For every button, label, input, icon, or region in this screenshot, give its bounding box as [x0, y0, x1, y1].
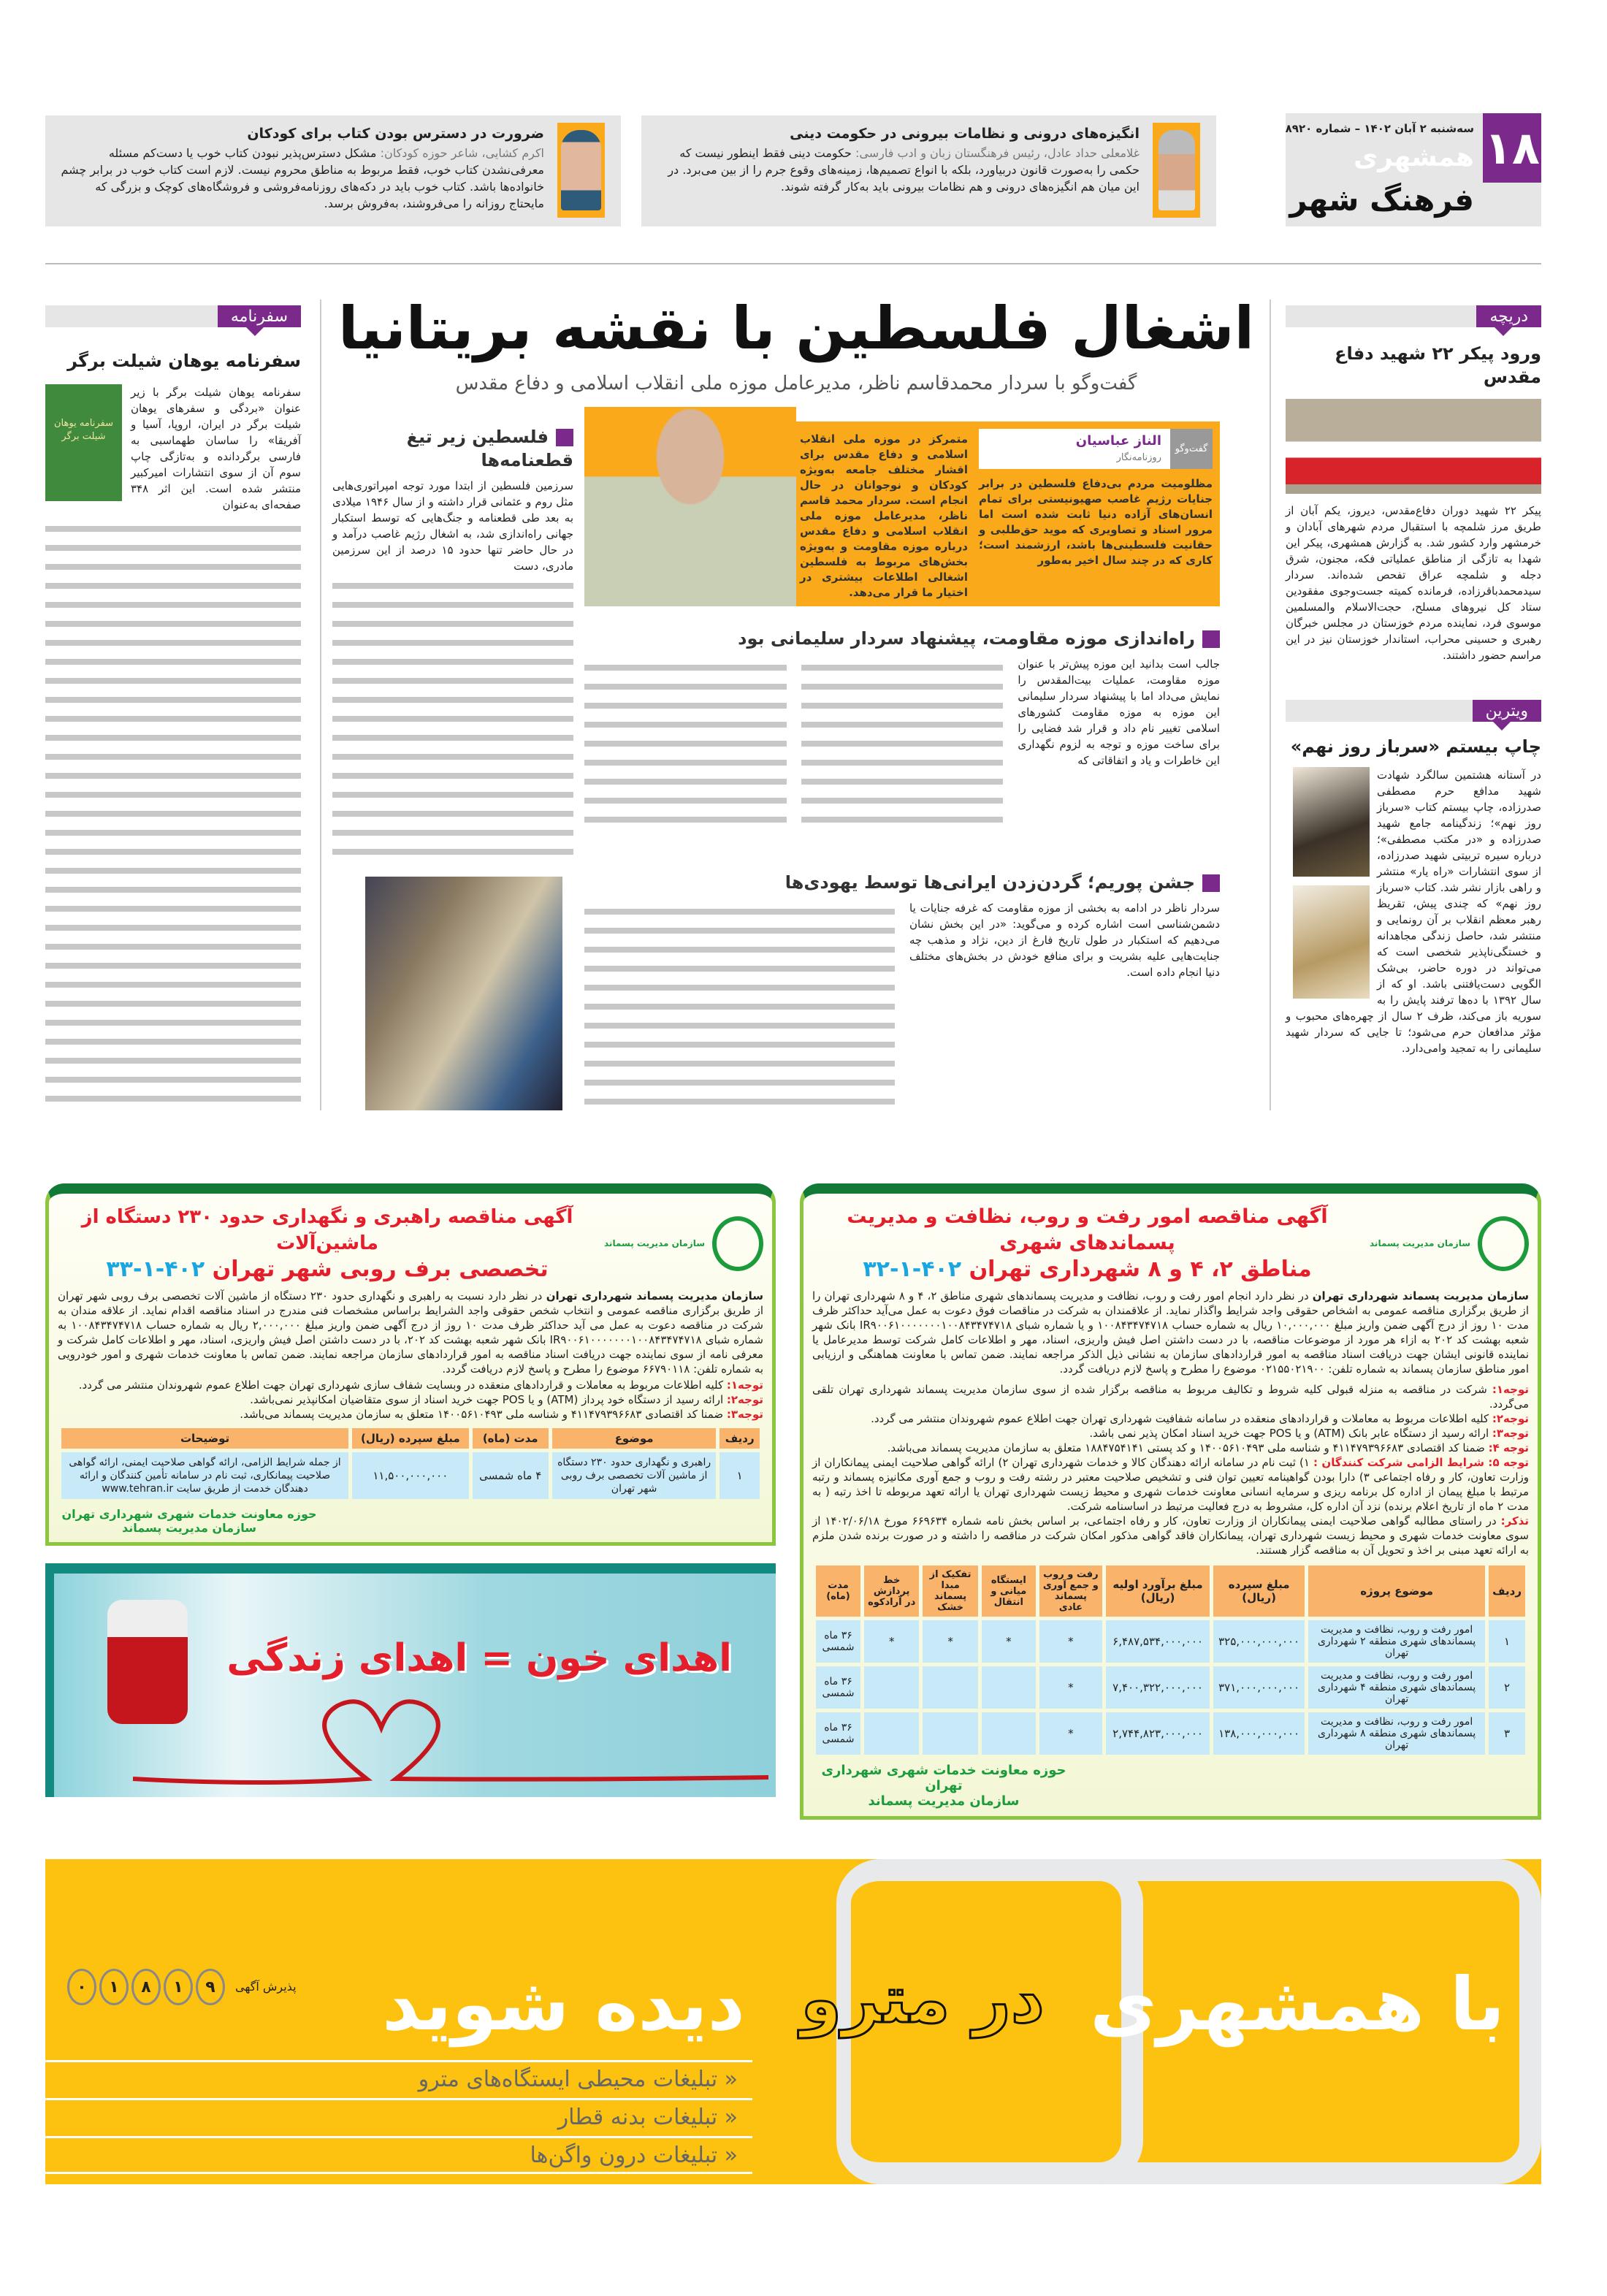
- main-headline: اشغال فلسطین با نقشه بریتانیا: [337, 294, 1255, 362]
- ad-title: آگهی مناقصه امور رفت و روب، نظافت و مدیریت پسماندهای شهری مناطق ۲، ۴ و ۸ شهرداری تهران ۴۰۲-۱-۳۲: [847, 1205, 1328, 1282]
- phone-number: ۹ ۱ ۸ ۱ ۰: [67, 1969, 225, 2005]
- org-logo: [712, 1216, 763, 1271]
- service-item: « تبلیغات محیطی ایستگاه‌های مترو: [45, 2060, 752, 2098]
- ad-body: سازمان مدیریت پسماند شهرداری تهران در نظر دارد انجام امور رفت و روب، نظافت و مدیریت پسماندهای شهری مناطق ۲، ۴ و ۸ شهرداری تهران را از طریق برگزاری مناقصه عمومی به اشخاص حقوقی واجد شرایط واگذار نماید. از علاقمندان به شرکت در مناقصات فوق دعوت به عمل می‌آید حداکثر ظرف مدت ۱۰ روز از درج آگهی ضمن واریز مبلغ ۱۰,۰۰۰,۰۰۰ ریال به شماره حساب ۱۰۰۸۴۳۴۷۴۷۱۸ و یا شماره شبای IR۹۰۰۶۱۰۰۰۰۰۰۰۱۰۰۸۴۳۴۷۴۷۱۸ بانک شهر شعبه بهشت کد ۲۰۲ به ازاء هر مورد از موضوعات مناقصه، با در دست داشتن اصل فیش واریزی، اسناد، مهر و اطلاعات کامل شرکت توسط مدیرعامل یا نماینده قانونی ایشان جهت دریافت اسناد مناقصه به امور قراردادهای سازمان به نشانی ذیل الذکر مراجعه نمایند. ضمن تماس با معاونت هماهنگی و ارزیابی امور مناطق سازمان پسماند به شماره تلفن: ۰۲۱۵۵۰۲۱۹۰۰ موضوع را مطرح و پاسخ لازم دریافت گردد.: [812, 1289, 1529, 1376]
- section-heading: فلسطین زیر تیغ قطعنامه‌ها: [406, 427, 573, 470]
- article-section: [584, 871, 1220, 1105]
- org-name: سازمان مدیریت پسماند: [1370, 1238, 1470, 1248]
- see-word: دیده شوید: [382, 1961, 745, 2047]
- interviewee-photo: [584, 407, 796, 606]
- divider: [320, 300, 321, 1110]
- window-column: [1286, 305, 1541, 663]
- article-title: چاپ بیستم «سرباز روز نهم»: [1290, 736, 1541, 757]
- page-number: ۱۸: [1483, 113, 1541, 183]
- section-body: سرزمین فلسطین از ابتدا مورد توجه امپراتوری‌هایی مثل روم و عثمانی قرار داشته و از سال ۱۹۴۶ میلادی به بعد طی قطعنامه و جنگ‌هایی که توسط استکبار جهانی راه‌اندازی شد، به اشغال رژیم غاصب درآمد و در حال حاضر تنها حدود ۱۵ درصد از این سرزمین مادری، دست: [332, 479, 574, 573]
- brand-word: با همشهری: [1090, 1961, 1505, 2047]
- quote-title: ضرورت در دسترس بودن کتاب برای کودکان: [247, 126, 544, 142]
- section-heading: جشن پوریم؛ گردن‌زدن ایرانی‌ها توسط یهودی‌ها: [785, 872, 1195, 893]
- left-ads: [45, 1183, 776, 1797]
- issue-date: سه‌شنبه ۲ آبان ۱۴۰۲ – شماره ۸۹۲۰: [1285, 122, 1474, 135]
- ad-footer: حوزه معاونت خدمات شهری شهرداری تهران سازمان مدیریت پسماند: [61, 1507, 317, 1535]
- section-tag: دریچه: [1476, 305, 1541, 327]
- blood-slogan: اهدای خون = اهدای زندگی: [226, 1636, 732, 1680]
- article-column: [332, 425, 573, 863]
- article-body-continued: [45, 517, 301, 1105]
- speaker-photo: [1153, 123, 1200, 218]
- metro-word: در مترو: [801, 1961, 1045, 2038]
- tender-table: ردیف موضوع پروژه مبلغ سپرده (ریال) مبلغ برآورد اولیه (ریال) رفت و روب و جمع آوری پسماند عادی ایستگاه میانی و انتقال تفکیک از مبدا پسماند خشک خط پردازش در آرادکوه مدت (ماه) ۱ امور رفت و روب، نظافت و مدیریت پسماندهای شهری منطقه ۲ شهرداری تهران ۳۲۵,۰۰۰,۰۰۰,۰۰۰ ۶,۴۸۷,۵۳۴,۰۰۰,۰۰۰ * * * * ۳۶ ماه شمسی ۲ امور رفت و روب، نظافت و مدیریت پسماندهای شهری منطقه ۴ شهرداری تهران ۳۷۱,۰۰۰,۰۰۰,۰۰۰ ۷,۴۰۰,۳۲۲,۰۰۰,۰۰۰ * ۳۶ ماه شمسی ۳ امور رفت و روب، نظافت و مدیریت پسماندهای شهری منطقه ۸ شهرداری تهران ۱۳۸,۰۰۰,۰۰۰,۰۰۰ ۲,۷۴۴,۸۲۳,۰۰۰,۰۰۰ * ۳۶ ماه شمسی: [812, 1562, 1529, 1758]
- section-tag: ویترین: [1473, 700, 1541, 722]
- author-role: روزنامه‌نگار: [1116, 452, 1161, 463]
- ad-footer: حوزه معاونت خدمات شهری شهرداری تهران سازمان مدیریت پسماند: [821, 1763, 1066, 1809]
- ad-notes: توجه۱: کلیه اطلاعات مربوط به معاملات و قراردادهای منعقده در وبسایت شفاف سازی شهرداری تهران جهت اطلاع عموم شهروندان منتشر می گردد. توجه۲: ارائه رسید از دستگاه خود پرداز (ATM) و یا POS جهت خرید اسناد از سوی متقاضیان امکانپذیر نمی‌باشد. توجه۳: ضمنا کد اقتصادی ۴۱۱۴۷۹۳۹۶۶۸۳ و شناسه ملی ۱۴۰۰۵۶۱۰۴۹۳ متعلق به سازمان مدیریت پسماند می‌باشد.: [78, 1378, 763, 1421]
- interview-byline: [979, 429, 1213, 469]
- table-row: ۲ امور رفت و روب، نظافت و مدیریت پسماندهای شهری منطقه ۴ شهرداری تهران ۳۷۱,۰۰۰,۰۰۰,۰۰۰ ۷,۴۰۰,۳۲۲,۰۰۰,۰۰۰ * ۳۶ ماه شمسی: [816, 1666, 1525, 1709]
- section-tag: سفرنامه: [218, 305, 301, 327]
- interview-tag: گفت‌وگو: [1170, 429, 1213, 469]
- quote-speaker: غلامعلی حداد عادل، رئیس فرهنگستان زبان و ادب فارسی:: [855, 146, 1140, 160]
- right-column: [1286, 305, 1541, 1056]
- article-body: پیکر ۲۲ شهید دوران دفاع‌مقدس، دیروز، یکم آبان از طریق مرز شلمچه با استقبال مردم شهرهای آبادان و خرمشهر وارد کشور شد. به گزارش همشهری، پیکر این شهدا به تازگی از مناطق عملیاتی فکه، مجنون، شرق دجله و شلمچه عراق تفحص شده‌اند. سردار سیدمحمدباقرزاده، فرمانده کمیته جست‌وجوی مفقودین ستاد کل نیروهای مسلح، حجت‌الاسلام والمسلمین موسوی فرد، نماینده مردم خوزستان در مجلس خبرگان رهبری و حسینی محراب، استاندار خوزستان نیز در این مراسم حضور داشتند.: [1286, 504, 1541, 662]
- bullet-icon: [1202, 630, 1220, 648]
- quote-text: حکومت دینی فقط اینطور نیست که حکمی را به‌صورت قانون دربیاورد، بلکه با انواع تصمیم‌ها، زمینه‌های وقوع جرم را از بین می‌برد. در این میان هم انگیزه‌های درونی و هم نظامات بیرونی باید به‌کار گرفته شوند.: [668, 146, 1140, 194]
- article-body: در آستانه هشتمین سالگرد شهادت شهید مدافع حرم مصطفی صدرزاده، چاپ بیستم کتاب «سرباز روز نهم»؛ زندگینامه جامع شهید صدرزاده و «در مکتب مصطفی»؛ درباره سیره تربیتی شهید صدرزاده، از سوی انتشارات «راه یار» منتشر و راهی بازار نشر شد. کتاب «سرباز روز نهم» که چندی پیش، تقریظ رهبر معظم انقلاب بر آن رونمایی و منتشر شد، حاصل زندگی مجاهدانه و خستگی‌ناپذیر شخصی است که می‌تواند در دوره حاضر، بی‌شک الگویی دست‌یافتنی باشد. او که از سال ۱۳۹۲ با ده‌ها ترفند پایش را به سوریه باز می‌کند، ظرف ۲ سال از چهره‌های محبوب و مؤثر مدافعان حرم می‌شود؛ تا جایی که سردار شهید سلیمانی را به تمجید وامی‌دارد.: [1286, 768, 1541, 1055]
- bullet-icon: [1202, 874, 1220, 892]
- interview-lead-cont: متمرکز در موزه ملی انقلاب اسلامی و دفاع مقدس برای اقشار مختلف جامعه به‌ویژه کودکان و نوجوانان در حال انجام است. سردار محمد قاسم ناظر، مدیرعامل موزه ملی انقلاب اسلامی و دفاع مقدس درباره موزه مقاومت و به‌ویژه بخش‌های مربوط به فلسطین اشغالی اطلاعات بیشتری در اختیار ما قرار می‌دهد.: [800, 432, 968, 599]
- quote-box: [45, 115, 621, 226]
- service-item: « تبلیغات درون واگن‌ها: [45, 2136, 752, 2174]
- tender-code: ۴۰۲-۱-۳۳: [106, 1256, 205, 1282]
- org-logo: [1478, 1216, 1529, 1271]
- tender-ad-waste: [800, 1183, 1541, 1820]
- metro-ad: [45, 1859, 1541, 2184]
- ad-title: آگهی مناقصه راهبری و نگهداری حدود ۲۳۰ دستگاه از ماشین‌آلات تخصصی برف روبی شهر تهران ۴۰۲-۱-۳۳: [81, 1206, 573, 1282]
- table-row: ۱ امور رفت و روب، نظافت و مدیریت پسماندهای شهری منطقه ۲ شهرداری تهران ۳۲۵,۰۰۰,۰۰۰,۰۰۰ ۶,۴۸۷,۵۳۴,۰۰۰,۰۰۰ * * * * ۳۶ ماه شمسی: [816, 1620, 1525, 1663]
- bullet-icon: [556, 429, 573, 446]
- interview-lead: مظلومیت مردم بی‌دفاع فلسطین در برابر جنایات رژیم غاصب صهیونیستی برای تمام انسان‌های آزاده دنیا ثابت شده است اما مرور اسناد و تصاویری که موید حق‌طلبی و حقانیت فلسطینی‌ها باشد، ارزشمند است؛ کاری که در چند سال اخیر به‌طور: [979, 477, 1213, 567]
- section-heading: راه‌اندازی موزه مقاومت، پیشنهاد سردار سلیمانی بود: [738, 628, 1195, 649]
- org-name: سازمان مدیریت پسماند: [604, 1238, 705, 1248]
- ad-body: سازمان مدیریت پسماند شهرداری تهران در نظر دارد نسبت به راهبری و نگهداری حدود ۲۳۰ دستگاه از ماشین آلات تخصصی برف روبی شهر تهران از طریق برگزاری مناقصه عمومی و انتخاب شخص حقوقی واجد الشرایط براساس مشخصات فنی مندرج در اسناد مناقصه اقدام نماید. از علاقه مندان به شرکت در مناقصه دعوت به عمل می آید حداکثر ظرف مدت ۱۰ روز از درج آگهی ضمن واریز مبلغ ۲,۰۰۰,۰۰۰ ریال به شماره حساب ۱۰۰۸۴۳۴۷۴۷۱۸ به شماره شبای IR۹۰۰۶۱۰۰۰۰۰۰۰۱۰۰۸۴۳۴۷۴۷۱۸ بانک شهر شعبه بهشت کد ۲۰۲، با در دست داشتن اصل فیش واریزی، اسناد، مهر و اطلاعات کامل شرکت و معرفی نامه از سوی نماینده جهت دریافت اسناد مناقصه به امور قراردادهای سازمان مراجعه نمایند. ضمن تماس با معاونت خدمات شهری و امور خودرویی به شماره تلفن: ۶۶۷۹۰۱۱۸ موضوع را مطرح و پاسخ لازم دریافت گردد.: [58, 1289, 763, 1376]
- section-body-continued: [584, 900, 895, 1105]
- book-cover: [1293, 767, 1370, 877]
- quote-title: انگیزه‌های درونی و نظامات بیرونی در حکومت دینی: [790, 126, 1140, 142]
- service-item: « تبلیغات بدنه قطار: [45, 2098, 752, 2136]
- paper-logo: همشهری: [1354, 142, 1474, 172]
- section-title: فرهنگ شهر: [1289, 182, 1474, 218]
- tender-code: ۴۰۲-۱-۳۲: [863, 1256, 962, 1282]
- blood-donation-ad: [45, 1563, 776, 1797]
- quote-speaker: اکرم کشایی، شاعر حوزه کودکان:: [380, 146, 544, 160]
- table-row: ۳ امور رفت و روب، نظافت و مدیریت پسماندهای شهری منطقه ۸ شهرداری تهران ۱۳۸,۰۰۰,۰۰۰,۰۰۰ ۲,۷۴۴,۸۲۳,۰۰۰,۰۰۰ * ۳۶ ماه شمسی: [816, 1712, 1525, 1755]
- author-name: الناز عباسیان: [1075, 433, 1161, 449]
- travelogue-column: [45, 305, 301, 1105]
- table-row: ۱ راهبری و نگهداری حدود ۲۳۰ دستگاه از ماشین آلات تخصصی برف روبی شهر تهران ۴ ماه شمسی ۱۱,۵۰۰,۰۰۰,۰۰۰ از جمله شرایط الزامی، ارائه گواهی صلاحیت ایمنی، ارائه گواهی صلاحیت پیمانکاری، ثبت نام در سامانه تأمین کنندگان و ارائه دهندگان خدمت از طریق سایت www.tehran.ir: [61, 1452, 760, 1499]
- section-body-continued: [332, 574, 573, 863]
- vitrine-column: [1286, 700, 1541, 1056]
- heart-icon: [118, 1684, 768, 1793]
- section-body: جالب است بدانید این موزه پیش‌تر با عنوان موزه مقاومت، عملیات بیت‌المقدس را نمایش می‌داد اما با پیشنهاد سردار سلیمانی این موزه به موزه مقاومت کشورهای اسلامی تغییر نام داد و قرار شد فضایی را برای ساخت موزه و توجه به لزوم نگهداری این خاطرات و یاد و اتفاقاتی که: [1018, 657, 1220, 767]
- quote-text: مشکل دسترس‌پذیر نبودن کتاب خوب یا دست‌کم مسئله معرفی‌نشدن کتاب خوب، فقط مربوط به مناطق محروم نیست. لازم است کتاب خوب در برابر چشم خانواده‌ها باشد. کتاب خوب باید در دکه‌های روزنامه‌فروشی و فروشگاه‌های کوچک و بزرگی که مایحتاج روزانه را می‌فروشند، به‌فروش برسد.: [61, 146, 544, 210]
- museum-photo: [365, 877, 562, 1110]
- quote-box: [641, 115, 1216, 226]
- interview-lead-box: [584, 422, 1220, 606]
- section-body: سردار ناظر در ادامه به بخشی از موزه مقاومت که غرفه جنایات یا دشمن‌شناسی است اشاره کرده و می‌گوید: «در این بخش نشان می‌دهیم که استکبار در طول تاریخ فارغ از دین، نژاد و مذهب چه جنایت‌هایی علیه بشریت و برای منافع خودش در بخش‌های مختلف دنیا انجام داده است.: [909, 901, 1220, 979]
- article-title: ورود پیکر ۲۲ شهید دفاع مقدس: [1335, 343, 1541, 387]
- masthead: [1286, 113, 1541, 226]
- article-title: سفرنامه یوهان شیلت برگر: [67, 351, 301, 371]
- speaker-photo: [557, 123, 605, 218]
- tender-table: ردیف موضوع مدت (ماه) مبلغ سپرده (ریال) توضیحات ۱ راهبری و نگهداری حدود ۲۳۰ دستگاه از ماشین آلات تخصصی برف روبی شهر تهران ۴ ماه شمسی ۱۱,۵۰۰,۰۰۰,۰۰۰ از جمله شرایط الزامی، ارائه گواهی صلاحیت ایمنی، ارائه گواهی صلاحیت پیمانکاری، ثبت نام در سامانه تأمین کنندگان و ارائه دهندگان خدمت از طریق سایت www.tehran.ir: [58, 1424, 763, 1503]
- section-body-continued: [801, 656, 1004, 824]
- divider: [45, 263, 1541, 264]
- phone-label: پذیرش آگهی: [235, 1980, 297, 1994]
- ad-services: [45, 2060, 752, 2174]
- article-body: سفرنامه یوهان شیلت برگر با زیر عنوان «بردگی و سفرهای یوهان شیلت برگر در ایران، اروپا، آسیا و آفریقا» را ساسان طهماسبی به فارسی برگردانده و به‌تازگی چاپ سوم آن از سوی انتشارات امیرکبیر منتشر شده است. این اثر ۳۴۸ صفحه‌ای به‌عنوان: [131, 386, 301, 511]
- book-cover: سفرنامه یوهان شیلت برگر: [45, 384, 122, 501]
- main-subtitle: گفت‌وگو با سردار محمدقاسم ناظر، مدیرعامل موزه ملی انقلاب اسلامی و دفاع مقدس: [455, 373, 1137, 394]
- article-section: [584, 627, 1220, 824]
- tender-ad-snow: [45, 1183, 776, 1546]
- divider: [1270, 300, 1271, 1110]
- section-body-continued: [584, 656, 787, 824]
- coffin-photo: [1286, 399, 1541, 494]
- book-cover: [1293, 885, 1370, 999]
- ad-notes: توجه۱: شرکت در مناقصه به منزله قبولی کلیه شروط و تکالیف مربوط به مناقصه برگزار شده از سوی سازمان مدیریت پسماند شهرداری تهران تلقی می‌گردد. توجه۲: کلیه اطلاعات مربوط به معاملات و قراردادهای منعقده در سامانه شفافیت شهرداری تهران جهت اطلاع عموم شهروندان منتشر می گردد. توجه۳: ارائه رسید از دستگاه عابر بانک (ATM) و یا POS جهت خرید اسناد امکان پذیر نمی باشد. توجه ۴: ضمنا کد اقتصادی ۴۱۱۴۷۹۳۹۶۶۸۳ و شناسه ملی ۱۴۰۰۵۶۱۰۴۹۳ و کد پستی ۱۸۸۴۷۵۴۱۴۱ متعلق به سازمان مدیریت پسماند می‌باشد. توجه ۵: شرایط الزامی شرکت کنندگان : ۱) ثبت نام در سامانه ارائه دهندگان کالا و خدمات شهرداری تهران ۲) ارائه گواهی صلاحیت ایمنی پیمانکاران از وزارت تعاون، کار و رفاه اجتماعی ۳) دارا بودن گواهینامه تعیین توان فنی و تشخیص صلاحیت معتبر در رشته رفت و روب و جمع آوری مکانیزه پسماند و رتبه مرتبط با مبلغ پیمان از اداره کل برنامه ریزی و سرمایه انسانی معاونت خدمات شهری و محیط زیست شهرداری تهران یا ارائه تعهد مربوطه تا اخذ رتبه ( به مدت ۲ ماه از تاریخ اعلام برنده) نزد آن اداره کل، مشروط به درج فعالیت مرتبط در اساسنامه شرکت. تذکر: در راستای مطالبه گواهی صلاحیت ایمنی پیمانکاران از وزارت تعاون، کار و رفاه اجتماعی، بر اساس بخش نامه شماره ۶۶۹۶۳۴ مورخ ۱۴۰۲/۰۶/۱۸ از سوی معاونت خدمات شهری و محیط زیست شهرداری تهران، پیمانکاران فاقد گواهی مذکور امکان شرکت در مناقصه را داشته و در صورت برنده شدن ملزم به ارائه تعهد مبنی بر اخذ و تحویل آن به مناقصه گزار هستند.: [812, 1383, 1530, 1557]
